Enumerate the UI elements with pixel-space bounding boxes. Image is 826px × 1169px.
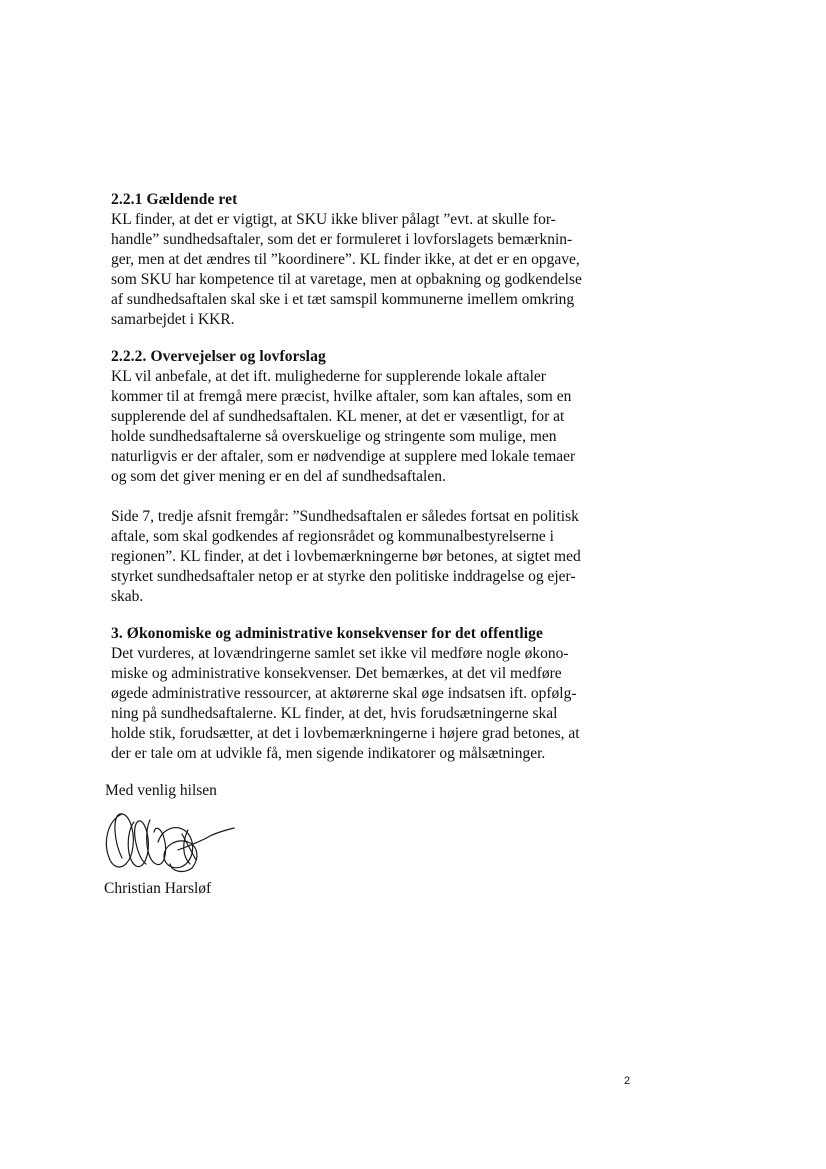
- text-line: regionen”. KL finder, at det i lovbemærkningerne bør betones, at sigtet med: [111, 548, 581, 565]
- paragraph: [111, 210, 611, 330]
- text-line: supplerende del af sundhedsaftalen. KL mener, at det er væsentligt, for at: [111, 408, 565, 425]
- text-line: holde sundhedsaftalerne så overskuelige og stringente som mulige, men: [111, 428, 557, 445]
- text-line: holde stik, forudsætter, at det i lovbemærkningerne i højere grad betones, at: [111, 725, 580, 742]
- text-line: skab.: [111, 588, 144, 605]
- handwritten-signature: [100, 802, 240, 882]
- section-heading: 2.2.1 Gældende ret: [111, 191, 238, 208]
- text-line: Det vurderes, at lovændringerne samlet set ikke vil medføre nogle økono-: [111, 645, 569, 662]
- section-heading: 3. Økonomiske og administrative konsekvenser for det offentlige: [111, 625, 543, 642]
- text-line: af sundhedsaftalen skal ske i et tæt samspil kommunerne imellem omkring: [111, 291, 575, 308]
- paragraph: [111, 644, 611, 764]
- paragraph: [111, 367, 611, 487]
- closing-salutation: Med venlig hilsen: [105, 782, 217, 799]
- page-number: 2: [624, 1075, 631, 1087]
- text-line: handle” sundhedsaftaler, som det er formuleret i lovforslagets bemærknin-: [111, 231, 573, 248]
- paragraph: [111, 507, 611, 607]
- text-line: KL finder, at det er vigtigt, at SKU ikke bliver pålagt ”evt. at skulle for-: [111, 211, 556, 228]
- text-line: ning på sundhedsaftalerne. KL finder, at det, hvis forudsætningerne skal: [111, 705, 558, 722]
- text-line: der er tale om at udvikle få, men sigende indikatorer og målsætninger.: [111, 745, 546, 762]
- text-line: og som det giver mening er en del af sundhedsaftalen.: [111, 468, 446, 485]
- section-overvejelser: [111, 347, 611, 607]
- signer-name: Christian Harsløf: [104, 880, 212, 897]
- text-line: aftale, som skal godkendes af regionsrådet og kommunalbestyrelserne i: [111, 528, 554, 545]
- text-line: øgede administrative ressourcer, at aktørerne skal øge indsatsen ift. opfølg-: [111, 685, 577, 702]
- text-line: Side 7, tredje afsnit fremgår: ”Sundhedsaftalen er således fortsat en politisk: [111, 508, 579, 525]
- section-gaeldende-ret: [111, 190, 611, 330]
- text-line: ger, men at det ændres til ”koordinere”. KL finder ikke, at det er en opgave,: [111, 251, 580, 268]
- text-line: samarbejdet i KKR.: [111, 311, 235, 328]
- text-line: KL vil anbefale, at det ift. mulighederne for supplerende lokale aftaler: [111, 368, 546, 385]
- text-line: kommer til at fremgå mere præcist, hvilke aftaler, som kan aftales, som en: [111, 388, 572, 405]
- section-heading: 2.2.2. Overvejelser og lovforslag: [111, 348, 326, 365]
- section-konsekvenser: [111, 624, 611, 764]
- text-line: naturligvis er der aftaler, som er nødvendige at supplere med lokale temaer: [111, 448, 576, 465]
- text-line: som SKU har kompetence til at varetage, men at opbakning og godkendelse: [111, 271, 582, 288]
- text-line: miske og administrative konsekvenser. Det bemærkes, at det vil medføre: [111, 665, 562, 682]
- letter-body: [111, 190, 611, 781]
- text-line: styrket sundhedsaftaler netop er at styrke den politiske inddragelse og ejer-: [111, 568, 576, 585]
